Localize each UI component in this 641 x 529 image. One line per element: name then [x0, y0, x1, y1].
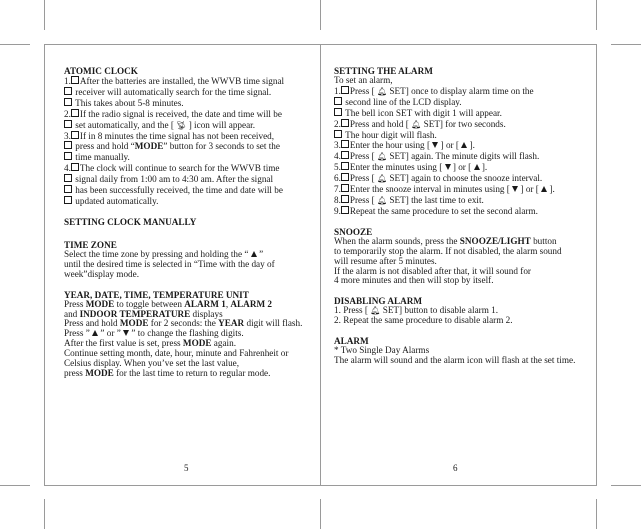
text: updated automatically.	[73, 195, 159, 206]
crop-mark	[0, 485, 30, 486]
text-line	[334, 151, 590, 162]
text-line: To set an alarm,	[334, 75, 393, 85]
text: ” or ”	[98, 328, 124, 339]
text: The hour digit will flash.	[343, 129, 437, 140]
text-line: week”display mode.	[64, 268, 140, 279]
text: ”	[256, 248, 264, 259]
step-number: 3.	[334, 140, 341, 151]
text-line	[334, 173, 590, 184]
page-left-content	[64, 66, 316, 389]
checkbox-icon	[341, 184, 349, 192]
bold-text: ALARM 2	[230, 298, 273, 309]
crop-mark	[596, 499, 597, 529]
text: ] icon will appear.	[186, 119, 256, 130]
checkbox-icon	[341, 173, 349, 181]
crop-mark	[320, 499, 321, 529]
checkbox-icon	[64, 141, 72, 149]
bell-icon: 🔔︎	[376, 195, 388, 205]
text-line	[334, 119, 590, 130]
checkbox-icon	[341, 195, 349, 203]
step-number: 2.	[64, 108, 71, 119]
bold-text: YEAR	[218, 318, 245, 329]
text: for the last time to return to regular mode.	[113, 367, 271, 378]
page-number-left: 5	[184, 463, 189, 473]
text: ” to change the flashing digits.	[129, 328, 244, 339]
text-line	[64, 109, 316, 120]
text: Press [	[349, 194, 377, 205]
step-number: 7.	[334, 184, 341, 195]
checkbox-icon	[341, 206, 349, 214]
text: Repeat the same procedure to set the second alarm.	[349, 205, 538, 216]
checkbox-icon	[64, 87, 72, 95]
step-number: 4.	[64, 163, 71, 174]
text: digit will flash.	[244, 318, 303, 329]
text: SET] once to display alarm time on the	[387, 85, 534, 96]
text-line: The alarm will sound and the alarm icon will flash at the set time.	[334, 355, 576, 366]
bold-text: MODE	[182, 338, 212, 349]
text: SET] button to disable alarm 1.	[380, 305, 499, 316]
step-number: 3.	[64, 130, 71, 141]
text: SET] the last time to exit.	[387, 194, 484, 205]
text: If in 8 minutes the time signal has not been received,	[79, 130, 275, 141]
text-line: until the desired time is selected in “Time with the day of	[64, 258, 275, 269]
section-heading: SETTING THE ALARM	[334, 66, 433, 76]
crop-mark	[596, 0, 597, 30]
text-line	[334, 140, 590, 151]
checkbox-icon	[64, 196, 72, 204]
text: SET] for two seconds.	[421, 118, 506, 129]
text: Press	[64, 298, 86, 309]
time-zone-section	[64, 240, 316, 280]
text: Enter the snooze interval in minutes using [	[349, 184, 513, 195]
section-heading: SNOOZE	[334, 226, 373, 237]
text: Press [	[349, 85, 377, 96]
text: press and hold “	[73, 141, 135, 152]
text: ” button for 3 seconds to set the	[163, 141, 280, 152]
text: ] or [	[438, 140, 462, 151]
checkbox-icon	[341, 86, 349, 94]
crop-mark	[320, 0, 321, 30]
text: Select the time zone by pressing and holding the “	[64, 248, 251, 259]
text: ].	[547, 184, 555, 195]
text-line	[64, 120, 316, 131]
text-line	[64, 131, 316, 142]
text: Press [	[349, 151, 377, 162]
text-line	[64, 369, 316, 379]
bell-icon: 🔔︎	[376, 152, 388, 162]
checkbox-icon	[341, 151, 349, 159]
text-line: 2. Repeat the same procedure to disable alarm 2.	[334, 315, 513, 326]
text-line: to temporarily stop the alarm. If not disabled, the alarm sound	[334, 245, 562, 256]
checkbox-icon	[341, 119, 349, 127]
text: receiver will automatically search for the time signal.	[73, 86, 272, 97]
text: When the alarm sounds, press the	[334, 235, 460, 246]
text: ].	[479, 162, 488, 173]
checkbox-icon	[64, 185, 72, 193]
text-line	[334, 130, 590, 141]
crop-mark	[44, 499, 45, 529]
text: ] or [	[518, 184, 542, 195]
text: and	[64, 308, 80, 319]
text-line: Celsius display. When you’ve set the last value,	[64, 358, 240, 369]
year-date-section	[64, 290, 316, 379]
text: has been successfully received, the time and date will be	[73, 185, 283, 196]
text-line: * Two Single Day Alarms	[334, 345, 430, 356]
setting-clock-section	[64, 217, 316, 227]
checkbox-icon	[334, 130, 342, 138]
section-heading: ATOMIC CLOCK	[64, 66, 138, 76]
checkbox-icon	[334, 97, 342, 105]
checkbox-icon	[71, 131, 79, 139]
checkbox-icon	[64, 174, 72, 182]
section-heading: SETTING CLOCK MANUALLY	[64, 216, 197, 227]
page-right-content	[334, 66, 590, 376]
text: ] or [	[450, 162, 474, 173]
checkbox-icon	[334, 108, 342, 116]
bell-icon: 🔔︎	[376, 174, 388, 184]
text-line: will resume after 5 minutes.	[334, 255, 437, 266]
text: SET] again to choose the snooze interval.	[387, 173, 543, 184]
crop-mark	[44, 0, 45, 30]
step-number: 4.	[334, 151, 341, 162]
checkbox-icon	[71, 163, 79, 171]
text: The bell icon SET with digit 1 will appear.	[343, 107, 502, 118]
text: to toggle between	[114, 298, 185, 309]
text-line	[334, 206, 590, 217]
text-line	[64, 185, 316, 196]
step-number: 1.	[334, 85, 341, 96]
text-line	[64, 76, 316, 87]
text: for 2 seconds: the	[148, 318, 219, 329]
step-number: 1.	[64, 76, 71, 86]
text-line: If the alarm is not disabled after that, it will sound for	[334, 265, 531, 276]
text-line	[64, 87, 316, 98]
setting-alarm-section	[334, 66, 590, 217]
section-heading: ALARM	[334, 336, 369, 347]
text-line	[334, 195, 590, 206]
bold-text: MODE	[119, 318, 149, 329]
text-line	[334, 108, 590, 119]
text: ,	[225, 298, 231, 309]
checkbox-icon	[64, 152, 72, 160]
text: After the batteries are installed, the WWVB time signal	[79, 76, 285, 86]
alarm-section	[334, 336, 590, 366]
step-number: 9.	[334, 205, 341, 216]
bell-icon: 🔔︎	[411, 119, 422, 129]
text: Enter the minutes using [	[349, 162, 445, 173]
text: time manually.	[73, 152, 130, 163]
text-line	[64, 152, 316, 163]
text-line	[64, 141, 316, 152]
step-number: 8.	[334, 194, 341, 205]
text-line	[334, 162, 590, 173]
atomic-clock-section	[64, 66, 316, 207]
text-line	[64, 196, 316, 207]
text: This takes about 5-8 minutes.	[73, 97, 184, 108]
text: After the first value is set, press	[64, 338, 183, 349]
checkbox-icon	[71, 109, 79, 117]
tower-icon: 📡︎	[176, 120, 187, 130]
text: again.	[211, 338, 236, 349]
text: button	[530, 235, 557, 246]
text: Press and hold [	[349, 118, 412, 129]
text: The clock will continue to search for the WWVB time	[79, 163, 280, 174]
text-line	[334, 184, 590, 195]
step-number: 2.	[334, 118, 341, 129]
text: set automatically, and the [	[73, 119, 177, 130]
text: If the radio signal is received, the date and time will be	[79, 108, 282, 119]
text-line	[64, 174, 316, 185]
bold-text: ALARM 1	[184, 298, 226, 309]
page-number-right: 6	[453, 463, 458, 473]
bold-text: MODE	[85, 367, 114, 378]
disabling-alarm-section	[334, 296, 590, 326]
step-number: 5.	[334, 162, 341, 173]
text: signal daily from 1:00 am to 4:30 am. After the signal	[73, 174, 274, 185]
bell-icon: 🔔︎	[376, 86, 388, 96]
checkbox-icon	[64, 120, 72, 128]
text: Press [	[349, 173, 377, 184]
text: press	[64, 367, 86, 378]
text-line	[334, 97, 590, 108]
checkbox-icon	[64, 98, 72, 106]
text: SET] again. The minute digits will flash.	[387, 151, 540, 162]
snooze-section	[334, 227, 590, 287]
text-line	[334, 86, 590, 97]
text-line	[64, 98, 316, 109]
text: displays	[190, 308, 223, 319]
section-heading: TIME ZONE	[64, 239, 117, 250]
text: Press and hold	[64, 318, 120, 329]
section-heading: DISABLING ALARM	[334, 296, 423, 307]
text: Enter the hour using [	[349, 140, 433, 151]
bold-text: MODE	[134, 141, 164, 152]
bell-icon: 🔔︎	[370, 306, 381, 316]
bold-text: INDOOR TEMPERATURE	[79, 308, 191, 319]
checkbox-icon	[341, 140, 349, 148]
text-line: Continue setting month, date, hour, minute and Fahrenheit or	[64, 348, 289, 359]
checkbox-icon	[71, 76, 79, 84]
bold-text: SNOOZE/LIGHT	[459, 235, 531, 246]
crop-mark	[0, 44, 30, 45]
bold-text: MODE	[85, 298, 115, 309]
section-heading: YEAR, DATE, TIME, TEMPERATURE UNIT	[64, 289, 249, 300]
crop-mark	[611, 485, 641, 486]
text: Press ”	[64, 328, 93, 339]
step-number: 6.	[334, 173, 341, 184]
text: ].	[467, 140, 475, 151]
text-line	[64, 163, 316, 174]
text: 1. Press [	[334, 305, 371, 316]
crop-mark	[611, 44, 641, 45]
text: second line of the LCD display.	[343, 96, 462, 107]
text-line: 4 more minutes and then will stop by itself.	[334, 275, 494, 286]
checkbox-icon	[341, 162, 349, 170]
